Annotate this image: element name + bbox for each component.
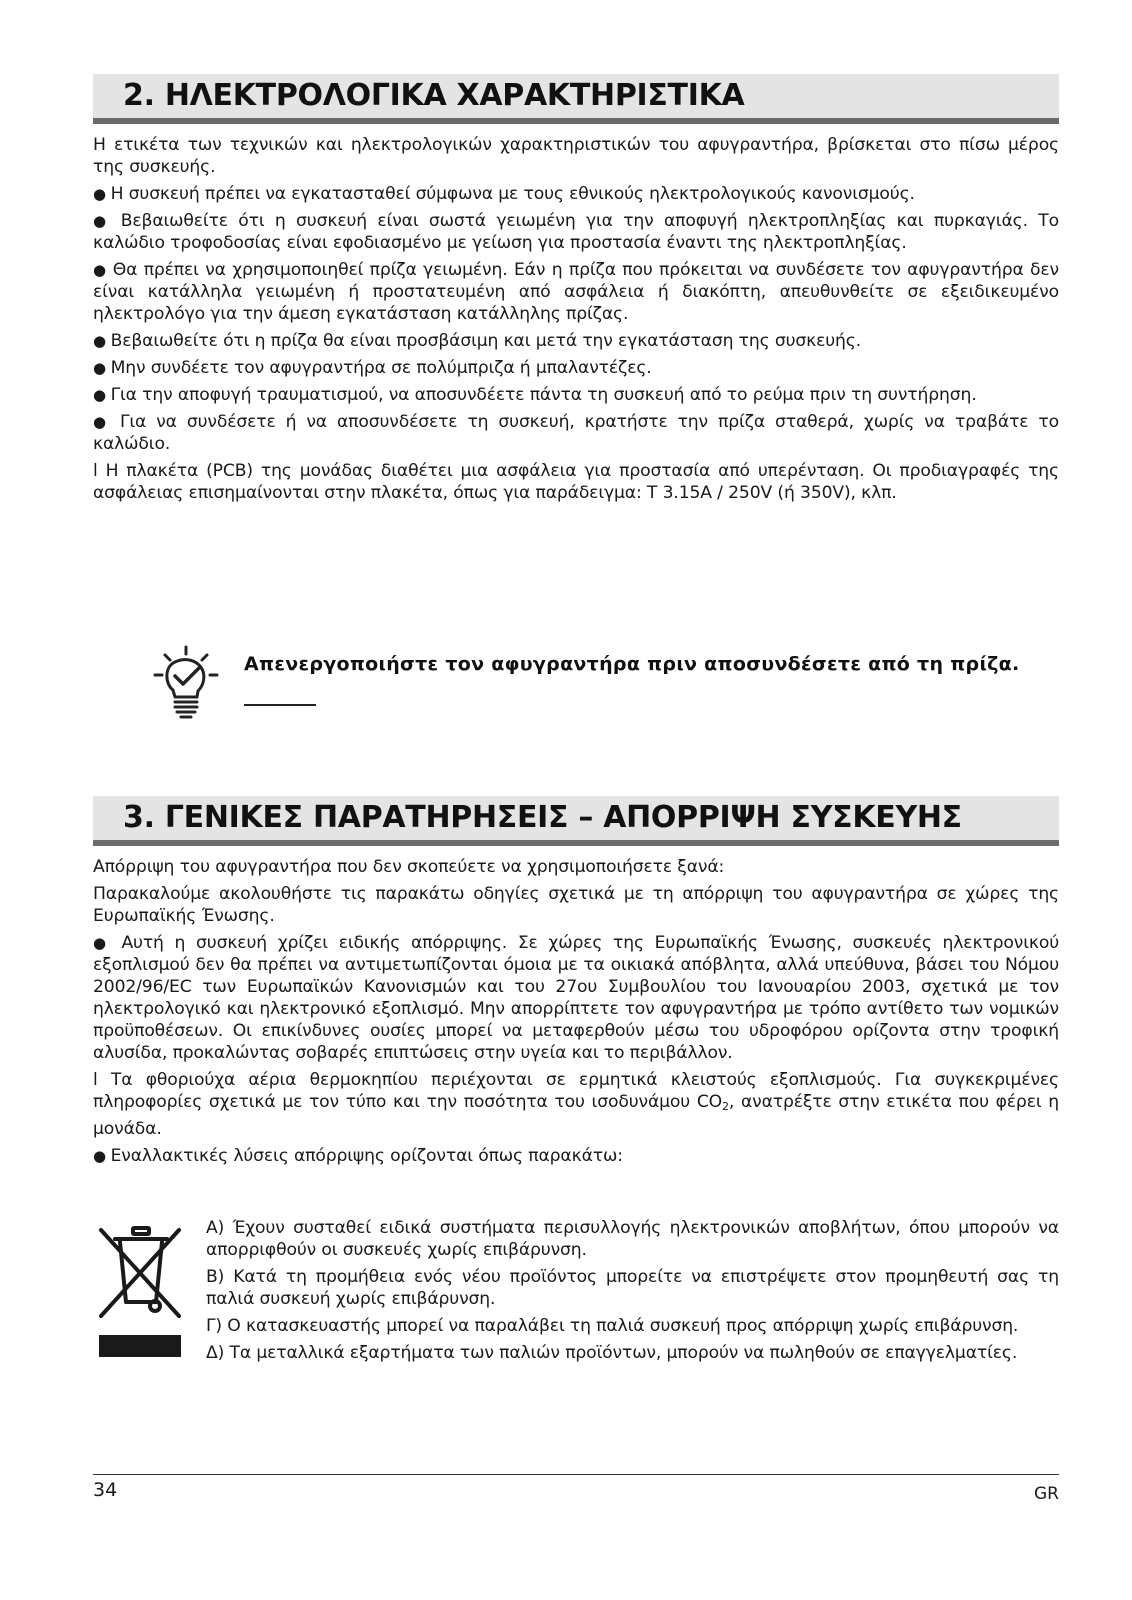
section-2-body bbox=[93, 134, 1059, 509]
tip-underline bbox=[244, 704, 316, 706]
language-code: GR bbox=[1034, 1484, 1059, 1504]
bullet-item: ● Για την αποφυγή τραυματισμού, να αποσυνδέετε πάντα τη συσκευή από το ρεύμα πριν τη συντήρηση. bbox=[93, 384, 1059, 406]
section-2-title: 2. ΗΛΕΚΤΡΟΛΟΓΙΚΑ ΧΑΡΑΚΤΗΡΙΣΤΙΚΑ bbox=[123, 78, 745, 113]
fgas-note: l Τα φθοριούχα αέρια θερμοκηπίου περιέχονται σε ερμητικά κλειστούς εξοπλισμούς. Για συγκεκριμένες πληροφορίες σχετικά με τον τύπο και την ποσότητα του ισοδυνάμου $CO_2$, ανατρέξτε στην ετικέτα που φέρει η μονάδα. bbox=[93, 1070, 1059, 1139]
section-3-header bbox=[93, 796, 1059, 846]
bullet-item: ● Θα πρέπει να χρησιμοποιηθεί πρίζα γειωμένη. Εάν η πρίζα που πρόκειται να συνδέσετε τον αφυγραντήρα δεν είναι κατάλληλα γειωμένη ή προστατευμένη από ασφάλεια ή διακόπτη, απευθυνθείτε σε εξειδικευμένο ηλεκτρολόγο για την άμεση εγκατάσταση κατάλληλης πρίζας. bbox=[93, 259, 1059, 325]
bullet-item: ● Βεβαιωθείτε ότι η πρίζα θα είναι προσβάσιμη και μετά την εγκατάσταση της συσκευής. bbox=[93, 330, 1059, 352]
crossed-bin-icon bbox=[93, 1222, 189, 1362]
tip-note bbox=[153, 645, 1033, 725]
pcb-note: l Η πλακέτα (PCB) της μονάδας διαθέτει μια ασφάλεια για προστασία από υπερένταση. Οι προδιαγραφές της ασφάλειας επισημαίνονται στην πλακέτα, όπως για παράδειγμα: T 3.15A / 250V (ή 350V), κλπ. bbox=[93, 461, 1059, 503]
section-2-header bbox=[93, 74, 1059, 124]
section-3-intro: Απόρριψη του αφυγραντήρα που δεν σκοπεύετε να χρησιμοποιήσετε ξανά: bbox=[93, 857, 725, 877]
disposal-options bbox=[206, 1217, 1059, 1369]
bullet-item: ● Εναλλακτικές λύσεις απόρριψης ορίζονται όπως παρακάτω: bbox=[93, 1145, 1059, 1167]
bullet-item: ● Για να συνδέσετε ή να αποσυνδέσετε τη συσκευή, κρατήστε την πρίζα σταθερά, χωρίς να τραβάτε το καλώδιο. bbox=[93, 411, 1059, 455]
bullet-item: ● Βεβαιωθείτε ότι η συσκευή είναι σωστά γειωμένη για την αποφυγή ηλεκτροπληξίας και πυρκαγιάς. Το καλώδιο τροφοδοσίας είναι εφοδιασμένο με γείωση για προστασία έναντι της ηλεκτροπληξίας. bbox=[93, 210, 1059, 254]
disposal-option: Γ) Ο κατασκευαστής μπορεί να παραλάβει τη παλιά συσκευή προς απόρριψη χωρίς επιβάρυνση. bbox=[206, 1316, 1019, 1336]
bullet-item: ● Η συσκευή πρέπει να εγκατασταθεί σύμφωνα με τους εθνικούς ηλεκτρολογικούς κανονισμούς. bbox=[93, 183, 1059, 205]
disposal-option: Β) Κατά τη προμήθεια ενός νέου προϊόντος μπορείτε να επιστρέψετε στον προμηθευτή σας τη παλιά συσκευή χωρίς επιβάρυνση. bbox=[206, 1267, 1059, 1309]
section-3-body bbox=[93, 856, 1059, 1172]
section-3-instructions: Παρακαλούμε ακολουθήστε τις παρακάτω οδηγίες σχετικά με τη απόρριψη του αφυγραντήρα σε χώρες της Ευρωπαϊκής Ένωσης. bbox=[93, 884, 1059, 926]
section-2-intro: Η ετικέτα των τεχνικών και ηλεκτρολογικών χαρακτηριστικών του αφυγραντήρα, βρίσκεται στο πίσω μέρος της συσκευής. bbox=[93, 135, 1059, 177]
section-3-title: 3. ΓΕΝΙΚΕΣ ΠΑΡΑΤΗΡΗΣΕΙΣ – ΑΠΟΡΡΙΨΗ ΣΥΣΚΕΥΗΣ bbox=[123, 800, 962, 835]
tip-text: Απενεργοποιήστε τον αφυγραντήρα πριν αποσυνδέσετε από τη πρίζα. bbox=[244, 653, 1020, 675]
bullet-item: ● Μην συνδέετε τον αφυγραντήρα σε πολύμπριζα ή μπαλαντέζες. bbox=[93, 357, 1059, 379]
disposal-option: Δ) Τα μεταλλικά εξαρτήματα των παλιών προϊόντων, μπορούν να πωληθούν σε επαγγελματίες. bbox=[206, 1343, 1018, 1363]
lightbulb-check-icon bbox=[153, 645, 219, 719]
bullet-item: ● Αυτή η συσκευή χρίζει ειδικής απόρριψης. Σε χώρες της Ευρωπαϊκής Ένωσης, συσκευές ηλεκτρονικού εξοπλισμού δεν θα πρέπει να αντιμετωπίζονται όμοια με τα οικιακά απόβλητα, αλλά υπεύθυνα, βάσει του Νόμου 2002/96/EC των Ευρωπαϊκών Κανονισμών και του 27ου Συμβουλίου του Ιανουαρίου 2003, σχετικά με τον ηλεκτρολογικό και ηλεκτρονικό εξοπλισμό. Μην απορρίπτετε τον αφυγραντήρα με τρόπο αντίθετο των νομικών προϋποθέσεων. Οι επικίνδυνες ουσίες μπορεί να μεταφερθούν μέσω του υδροφόρου ορίζοντα στην τροφική αλυσίδα, προκαλώντας σοβαρές επιπτώσεις στην υγεία και το περιβάλλον. bbox=[93, 932, 1059, 1064]
footer-rule bbox=[93, 1474, 1059, 1475]
disposal-option: Α) Έχουν συσταθεί ειδικά συστήματα περισυλλογής ηλεκτρονικών αποβλήτων, όπου μπορούν να απορριφθούν οι συσκευές χωρίς επιβάρυνση. bbox=[206, 1218, 1059, 1260]
page-number: 34 bbox=[93, 1479, 118, 1501]
